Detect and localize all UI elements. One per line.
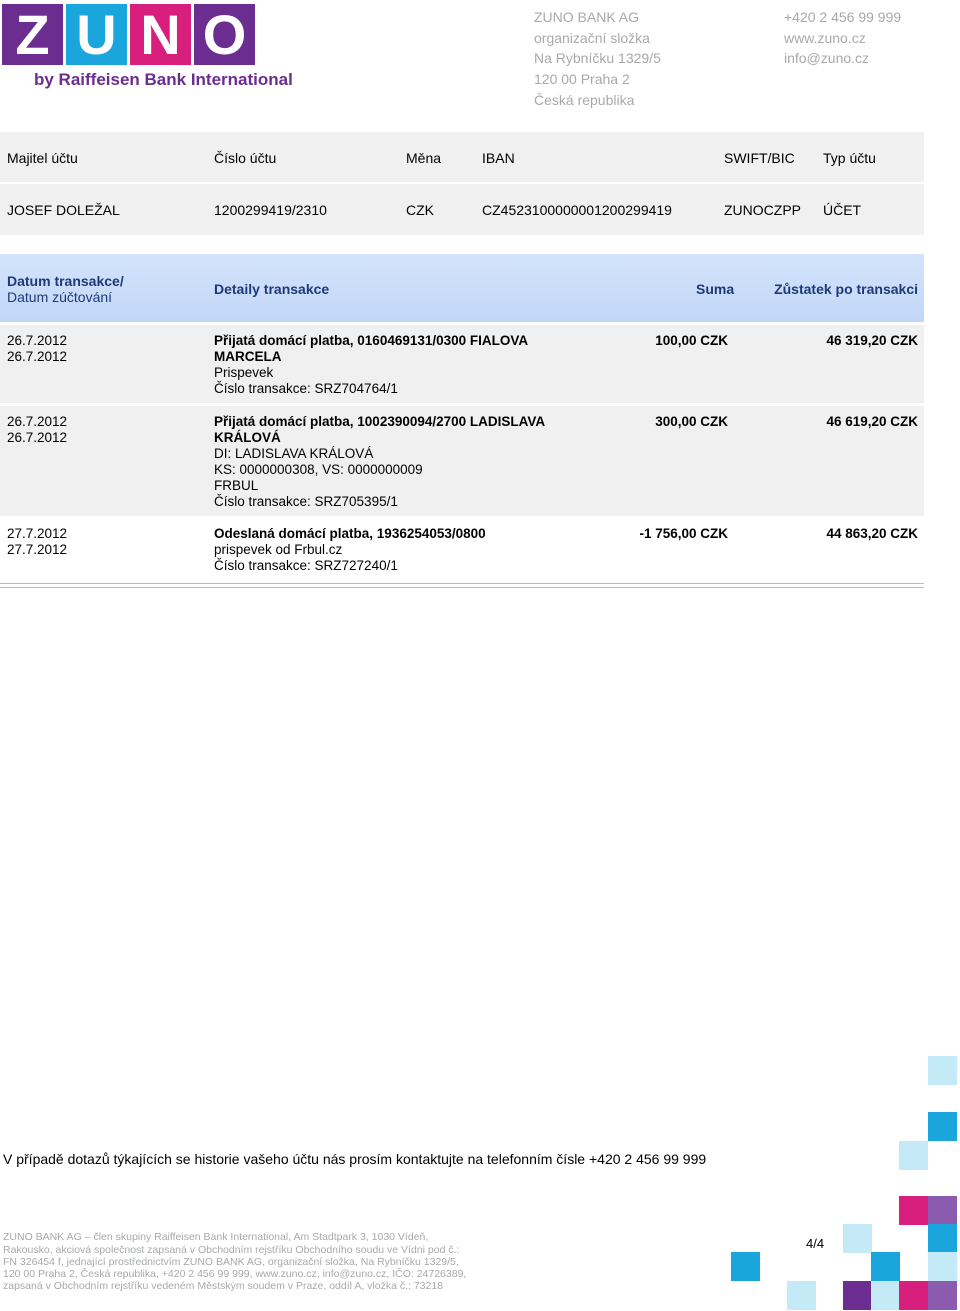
transaction-title: Odeslaná domácí platba, 1936254053/0800: [214, 526, 486, 541]
bank-branch: organizační složka: [534, 30, 650, 46]
account-values-bar: [0, 184, 924, 235]
header-date-post: Datum zúčtování: [7, 289, 113, 305]
transaction-balance: 46 619,20 CZK: [826, 414, 918, 429]
table-end-rule: [0, 583, 924, 588]
transaction-row: [0, 406, 924, 516]
transaction-title-cont: MARCELA: [214, 349, 282, 364]
footer-line: zapsaná v Obchodním rejstříku vedeném Městským soudem v Praze, oddíl A, vložka č.: 73218: [3, 1280, 444, 1292]
transaction-date: 27.7.2012: [7, 526, 68, 541]
decor-square: [843, 1281, 872, 1310]
decor-square: [899, 1196, 928, 1225]
footer-line: Rakousko, akciová společnost zapsaná v Obchodním rejstříku Obchodního soudu ve Vídni pod č.:: [3, 1244, 460, 1256]
label-account-number: Číslo účtu: [214, 150, 277, 166]
logo-tagline: by Raiffeisen Bank International: [34, 70, 293, 89]
account-number: 1200299419/2310: [214, 202, 327, 218]
label-currency: Měna: [406, 150, 442, 166]
account-swift: ZUNOCZPP: [724, 202, 801, 218]
page-number: 4/4: [806, 1236, 825, 1251]
logo-letter-n: N: [130, 4, 191, 65]
posting-date: 26.7.2012: [7, 349, 68, 364]
header-amount: Suma: [696, 281, 735, 297]
account-type: ÚČET: [823, 202, 862, 218]
transaction-detail: prispevek od Frbul.cz: [214, 542, 343, 557]
contact-note: V případě dotazů týkajících se historie vašeho účtu nás prosím kontaktujte na telefonním čísle +420 2 456 99 999: [3, 1151, 707, 1167]
decor-square: [787, 1281, 816, 1310]
footer-line: ZUNO BANK AG – člen skupiny Raiffeisen Bank International, Am Stadtpark 3, 1030 Vídeň,: [3, 1231, 429, 1243]
decor-square: [928, 1056, 957, 1085]
posting-date: 27.7.2012: [7, 542, 68, 557]
header-balance: Zůstatek po transakci: [774, 281, 918, 297]
footer-line: 120 00 Praha 2, Česká republika, +420 2 456 99 999, www.zuno.cz, info@zuno.cz, IČO: 24726389,: [3, 1268, 467, 1280]
bank-email: info@zuno.cz: [784, 50, 870, 66]
decor-square: [871, 1252, 900, 1281]
logo-letter-u: U: [66, 4, 127, 65]
label-iban: IBAN: [482, 150, 515, 166]
bank-name: ZUNO BANK AG: [534, 9, 640, 25]
decor-square: [899, 1281, 928, 1310]
zuno-logo: [2, 3, 293, 94]
transaction-detail: KS: 0000000308, VS: 0000000009: [214, 462, 423, 477]
decor-square: [928, 1281, 957, 1310]
decor-square: [843, 1224, 872, 1253]
label-owner: Majitel účtu: [7, 150, 78, 166]
transaction-balance: 44 863,20 CZK: [826, 526, 918, 541]
bank-web: www.zuno.cz: [784, 30, 866, 46]
transaction-detail: Prispevek: [214, 365, 274, 380]
transaction-amount: -1 756,00 CZK: [639, 526, 728, 541]
header-date-tx: Datum transakce/: [7, 273, 124, 289]
transaction-amount: 100,00 CZK: [655, 333, 728, 348]
label-swift: SWIFT/BIC: [724, 150, 795, 166]
header-details: Detaily transakce: [214, 281, 330, 297]
decor-square: [731, 1252, 760, 1281]
decor-square: [871, 1281, 900, 1310]
transaction-id: Číslo transakce: SRZ705395/1: [214, 494, 398, 509]
transaction-title-cont: KRÁLOVÁ: [214, 430, 281, 445]
transaction-id: Číslo transakce: SRZ704764/1: [214, 381, 398, 396]
footer-line: FN 326454 f, jednající prostřednictvím ZUNO BANK AG, organizační složka, Na Rybníčku 1329/5,: [3, 1256, 459, 1268]
transaction-title: Přijatá domácí platba, 1002390094/2700 LADISLAVA: [214, 414, 546, 429]
transaction-amount: 300,00 CZK: [655, 414, 728, 429]
decor-square: [899, 1141, 928, 1170]
decor-square: [928, 1196, 957, 1225]
transaction-row: [0, 325, 924, 403]
transaction-date: 26.7.2012: [7, 414, 68, 429]
bank-country: Česká republika: [534, 92, 635, 108]
account-iban: CZ4523100000001200299419: [482, 202, 672, 218]
label-account-type: Typ účtu: [823, 150, 876, 166]
logo-letter-z: Z: [2, 4, 63, 65]
transaction-id: Číslo transakce: SRZ727240/1: [214, 558, 398, 573]
account-currency: CZK: [406, 202, 434, 218]
bank-city: 120 00 Praha 2: [534, 71, 630, 87]
logo-letter-o: O: [194, 4, 255, 65]
transaction-detail: DI: LADISLAVA KRÁLOVÁ: [214, 446, 374, 461]
account-owner: JOSEF DOLEŽAL: [7, 202, 120, 218]
transaction-detail: FRBUL: [214, 478, 259, 493]
transaction-balance: 46 319,20 CZK: [826, 333, 918, 348]
account-labels-bar: [0, 132, 924, 182]
posting-date: 26.7.2012: [7, 430, 68, 445]
bank-phone: +420 2 456 99 999: [784, 9, 902, 25]
decor-square: [928, 1224, 957, 1253]
transactions-header: [0, 254, 924, 322]
transaction-row: [0, 518, 924, 580]
bank-street: Na Rybníčku 1329/5: [534, 50, 661, 66]
transaction-date: 26.7.2012: [7, 333, 68, 348]
decor-square: [928, 1112, 957, 1141]
decor-square: [928, 1252, 957, 1281]
transaction-title: Přijatá domácí platba, 0160469131/0300 FIALOVA: [214, 333, 529, 348]
